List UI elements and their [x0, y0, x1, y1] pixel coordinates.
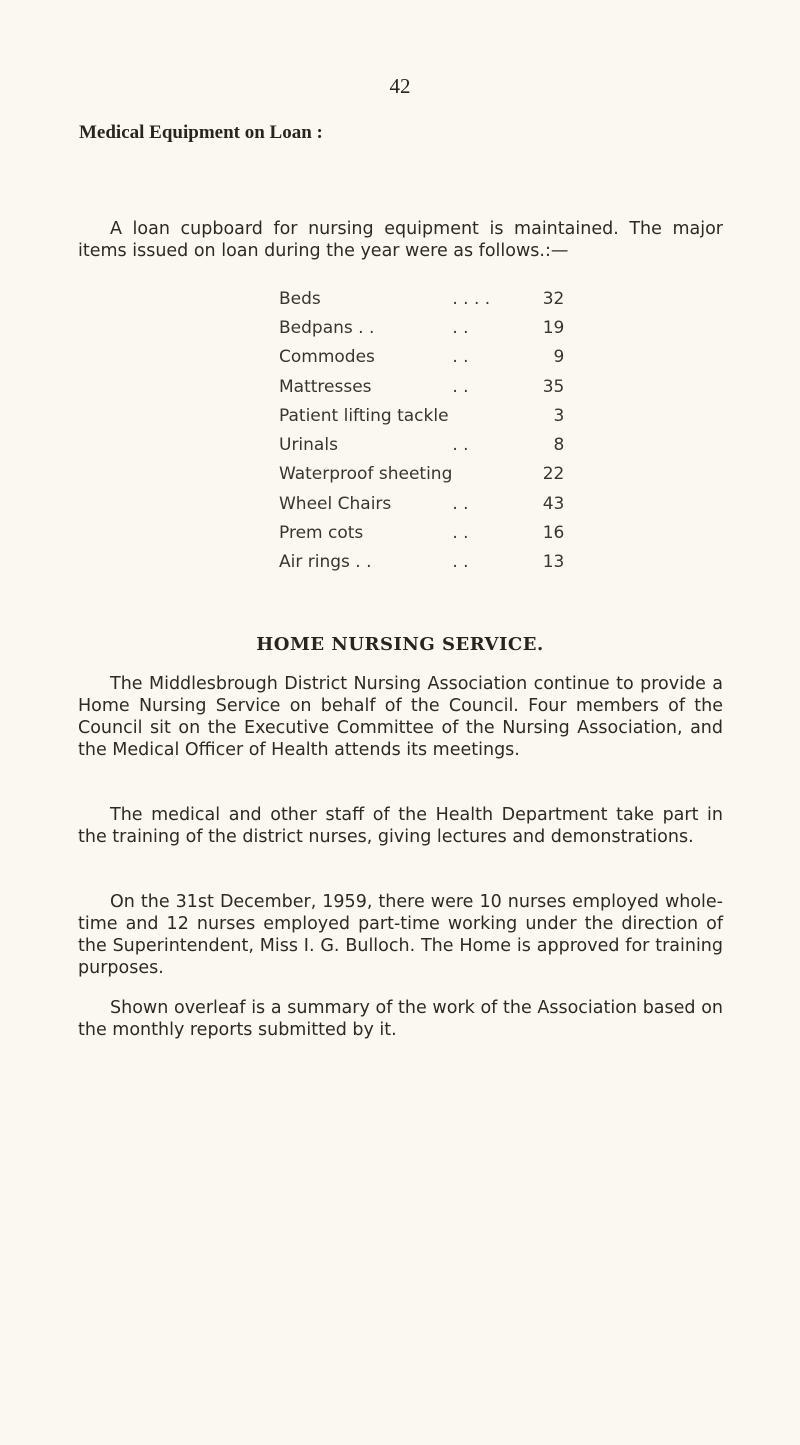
item-name: Air rings . . — [279, 552, 372, 573]
table-row — [279, 460, 564, 489]
item-leader: . . — [452, 317, 469, 338]
home-nursing-paragraph-2: The medical and other staff of the Health Department take part in the training of the district nurses, giving lectures and demonstrations. — [78, 805, 723, 847]
item-leader: . . . . — [452, 288, 491, 309]
item-count: 32 — [542, 288, 565, 309]
item-name: Urinals — [279, 435, 338, 456]
item-leader — [452, 401, 514, 430]
section-heading-home-nursing: HOME NURSING SERVICE. — [256, 634, 544, 655]
item-count: 16 — [542, 523, 565, 544]
item-count: 3 — [553, 405, 565, 426]
home-nursing-paragraph-3: On the 31st December, 1959, there were 10 nurses employed whole-time and 12 nurses employed part-time working under the direction of the Superintendent, Miss I. G. Bulloch. The Home is approved for training purposes. — [78, 892, 723, 978]
item-name: Wheel Chairs — [279, 493, 392, 514]
table-row — [279, 548, 564, 577]
table-row — [279, 430, 564, 459]
table-row — [279, 489, 564, 518]
item-count: 13 — [542, 552, 565, 573]
item-name: Patient lifting tackle — [279, 405, 449, 426]
table-row — [279, 343, 564, 372]
item-name: Waterproof sheeting — [279, 464, 453, 485]
item-count: 22 — [542, 464, 565, 485]
item-count: 35 — [542, 376, 565, 397]
item-name: Beds — [279, 288, 321, 309]
table-row — [279, 284, 564, 313]
section-title-medical-equipment: Medical Equipment on Loan : — [79, 122, 323, 143]
item-leader: . . — [452, 376, 469, 397]
home-nursing-paragraph-4: Shown overleaf is a summary of the work of the Association based on the monthly reports submitted by it. — [78, 998, 723, 1040]
item-name: Mattresses — [279, 376, 372, 397]
item-count: 19 — [542, 317, 565, 338]
item-name: Commodes — [279, 347, 375, 368]
table-row — [279, 401, 564, 430]
loan-items-table — [279, 284, 564, 577]
table-row — [279, 518, 564, 547]
intro-paragraph: A loan cupboard for nursing equipment is maintained. The major items issued on loan during the year were as follows.:— — [78, 219, 723, 261]
item-leader: . . — [452, 493, 469, 514]
table-row — [279, 313, 564, 342]
home-nursing-paragraph-1: The Middlesbrough District Nursing Association continue to provide a Home Nursing Service on behalf of the Council. Four members of the Council sit on the Executive Committee of the Nursing Association, and the Medical Officer of Health attends its meetings. — [78, 674, 723, 760]
item-leader: . . — [452, 435, 469, 456]
item-leader: . . — [452, 523, 469, 544]
item-leader — [452, 460, 514, 489]
item-count: 9 — [553, 347, 565, 368]
item-count: 8 — [553, 435, 565, 456]
item-leader: . . — [452, 552, 469, 573]
page-number: 42 — [389, 74, 411, 98]
item-name: Prem cots — [279, 523, 364, 544]
table-row — [279, 372, 564, 401]
item-name: Bedpans . . — [279, 317, 375, 338]
item-count: 43 — [542, 493, 565, 514]
item-leader: . . — [452, 347, 469, 368]
